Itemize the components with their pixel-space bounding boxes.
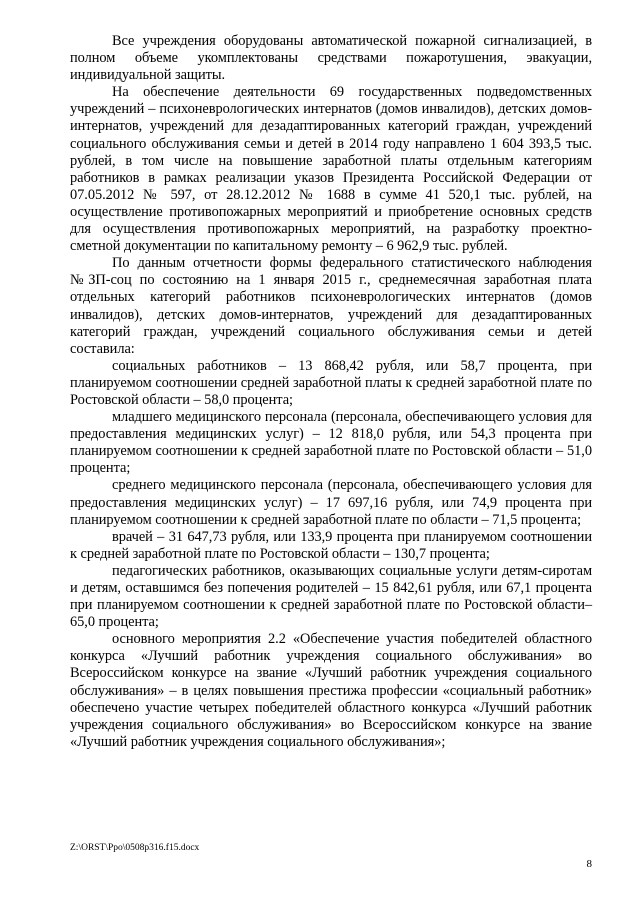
paragraph-main-activity-2-2: основного мероприятия 2.2 «Обеспечение участия победителей областного конкурса «Лучший работник учреждения социального обслуживания» во Всероссийском конкурсе на звание «Лучший работник учреждения социального обслуживания» – в целях повышения престижа профессии «социальный работник» обеспечено участие четырех победителей областного конкурса «Лучший работник учреждения социального обслуживания» во Всероссийском конкурсе на звание «Лучший работник учреждения социального обслуживания»; [70, 631, 592, 750]
paragraph-middle-medical-staff: среднего медицинского персонала (персонала, обеспечивающего условия для предоставления медицинских услуг) – 17 697,16 рубля, или 74,9 процента при планируемом соотношении к средней заработной плате по области – 71,5 процента; [70, 477, 592, 528]
paragraph-funding: На обеспечение деятельности 69 государственных подведомственных учреждений – психоневрологических интернатов (домов инвалидов), детских домов-интернатов, учреждений для дезадаптированных категорий граждан, учреждений социального обслуживания семьи и детей в 2014 году направлено 1 604 393,5 тыс. рублей, в том числе на повышение заработной платы отдельным категориям работников в рамках реализации указов Президента Российской Федерации от 07.05.2012 № 597, от 28.12.2012 № 1688 в сумме 41 520,1 тыс. рублей, на осуществление противопожарных мероприятий и приобретение основных средств для осуществления противопожарных мероприятий, на разработку проектно-сметной документации по капитальному ремонту – 6 962,9 тыс. рублей. [70, 84, 592, 255]
paragraph-social-workers: социальных работников – 13 868,42 рубля, или 58,7 процента, при планируемом соотношении средней заработной платы к средней заработной плате по Ростовской области – 58,0 процента; [70, 357, 592, 408]
paragraph-pedagogical-workers: педагогических работников, оказывающих социальные услуги детям-сиротам и детям, оставшимся без попечения родителей – 15 842,61 рубля, или 67,1 процента при планируемом соотношении к средней заработной плате по Ростовской области– 65,0 процента; [70, 562, 592, 631]
document-body [70, 33, 592, 751]
paragraph-fire-safety: Все учреждения оборудованы автоматической пожарной сигнализацией, в полном объеме укомплектованы средствами пожаротушения, эвакуации, индивидуальной защиты. [70, 33, 592, 84]
paragraph-junior-medical-staff: младшего медицинского персонала (персонала, обеспечивающего условия для предоставления медицинских услуг) – 12 818,0 рубля, или 54,3 процента при планируемом соотношении к средней заработной плате по Ростовской области – 51,0 процента; [70, 409, 592, 477]
page-number: 8 [586, 858, 592, 870]
paragraph-salary-report: По данным отчетности формы федерального статистического наблюдения №ЗП-соц по состоянию на 1 января 2015 г., среднемесячная заработная плата отдельных категорий работников психоневрологических интернатов (домов инвалидов), детских домов-интернатов, учреждений для дезадаптированных категорий граждан, учреждений социального обслуживания семьи и детей составила: [70, 255, 592, 357]
footer-file-path: Z:\ORST\Ppo\0508p316.f15.docx [70, 843, 200, 853]
paragraph-doctors: врачей – 31 647,73 рубля, или 133,9 процента при планируемом соотношении к средней заработной плате по Ростовской области – 130,7 процента; [70, 528, 592, 562]
